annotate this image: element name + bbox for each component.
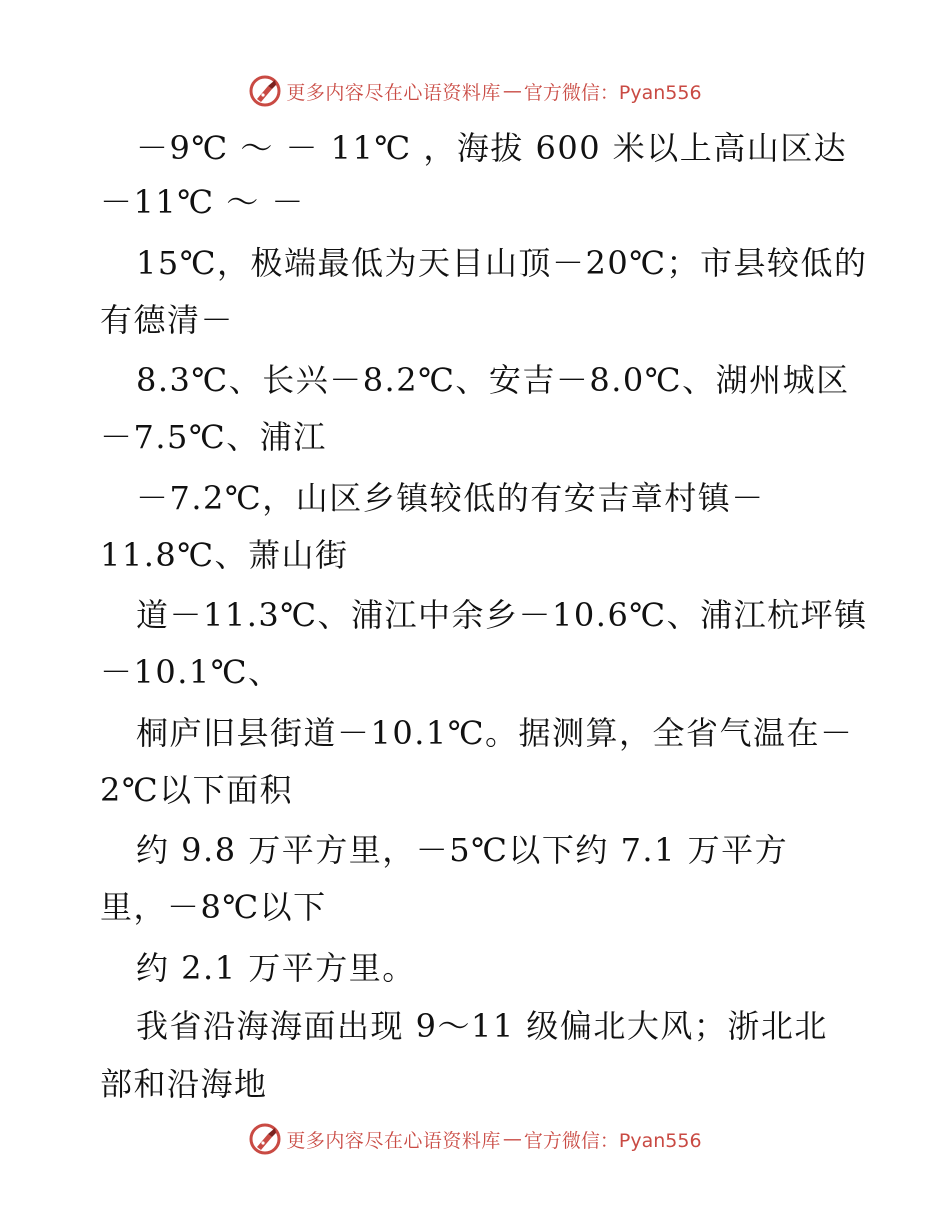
paragraph-line: －7.2℃，山区乡镇较低的有安吉章村镇－ [136,479,765,517]
paragraph-line: 8.3℃、长兴－8.2℃、安吉－8.0℃、湖州城区 [136,361,850,399]
paragraph-line: 2℃以下面积 [100,771,294,809]
watermark-brand-text: 更多内容尽在心语资料库 [286,81,501,104]
header-watermark-banner [0,69,950,113]
paragraph-line: 约 9.8 万平方里，－5℃以下约 7.1 万平方 [136,831,789,869]
paragraph-line: 里，－8℃以下 [100,888,327,926]
paragraph-line: 约 2.1 万平方里。 [136,949,416,987]
paragraph-line: －9℃ ～ － 11℃ ，海拔 600 米以上高山区达 [136,129,848,167]
footer-watermark-banner [0,1117,950,1161]
pen-nib-logo-icon [248,74,282,108]
paragraph-line: 我省沿海海面出现 9～11 级偏北大风；浙北北 [136,1007,828,1045]
paragraph-line: 11.8℃、萧山街 [100,536,349,574]
paragraph-line: 有德清－ [100,301,235,339]
watermark-wechat-text: 官方微信：Pyan556 [523,1129,702,1152]
paragraph-line: 15℃，极端最低为天目山顶－20℃；市县较低的 [136,244,868,282]
paragraph-line: －10.1℃、 [100,653,282,691]
paragraph-line: 桐庐旧县街道－10.1℃。据测算，全省气温在－ [136,714,854,752]
pen-nib-logo-icon [248,1122,282,1156]
watermark-wechat-text: 官方微信：Pyan556 [523,81,702,104]
paragraph-line: －7.5℃、浦江 [100,418,327,456]
watermark-brand-text: 更多内容尽在心语资料库 [286,1129,501,1152]
paragraph-line: 部和沿海地 [100,1065,268,1103]
paragraph-line: 道－11.3℃、浦江中余乡－10.6℃、浦江杭坪镇 [136,596,868,634]
watermark-separator: — [502,1128,522,1150]
watermark-separator: — [502,80,522,102]
paragraph-line: －11℃ ～ － [100,183,305,221]
